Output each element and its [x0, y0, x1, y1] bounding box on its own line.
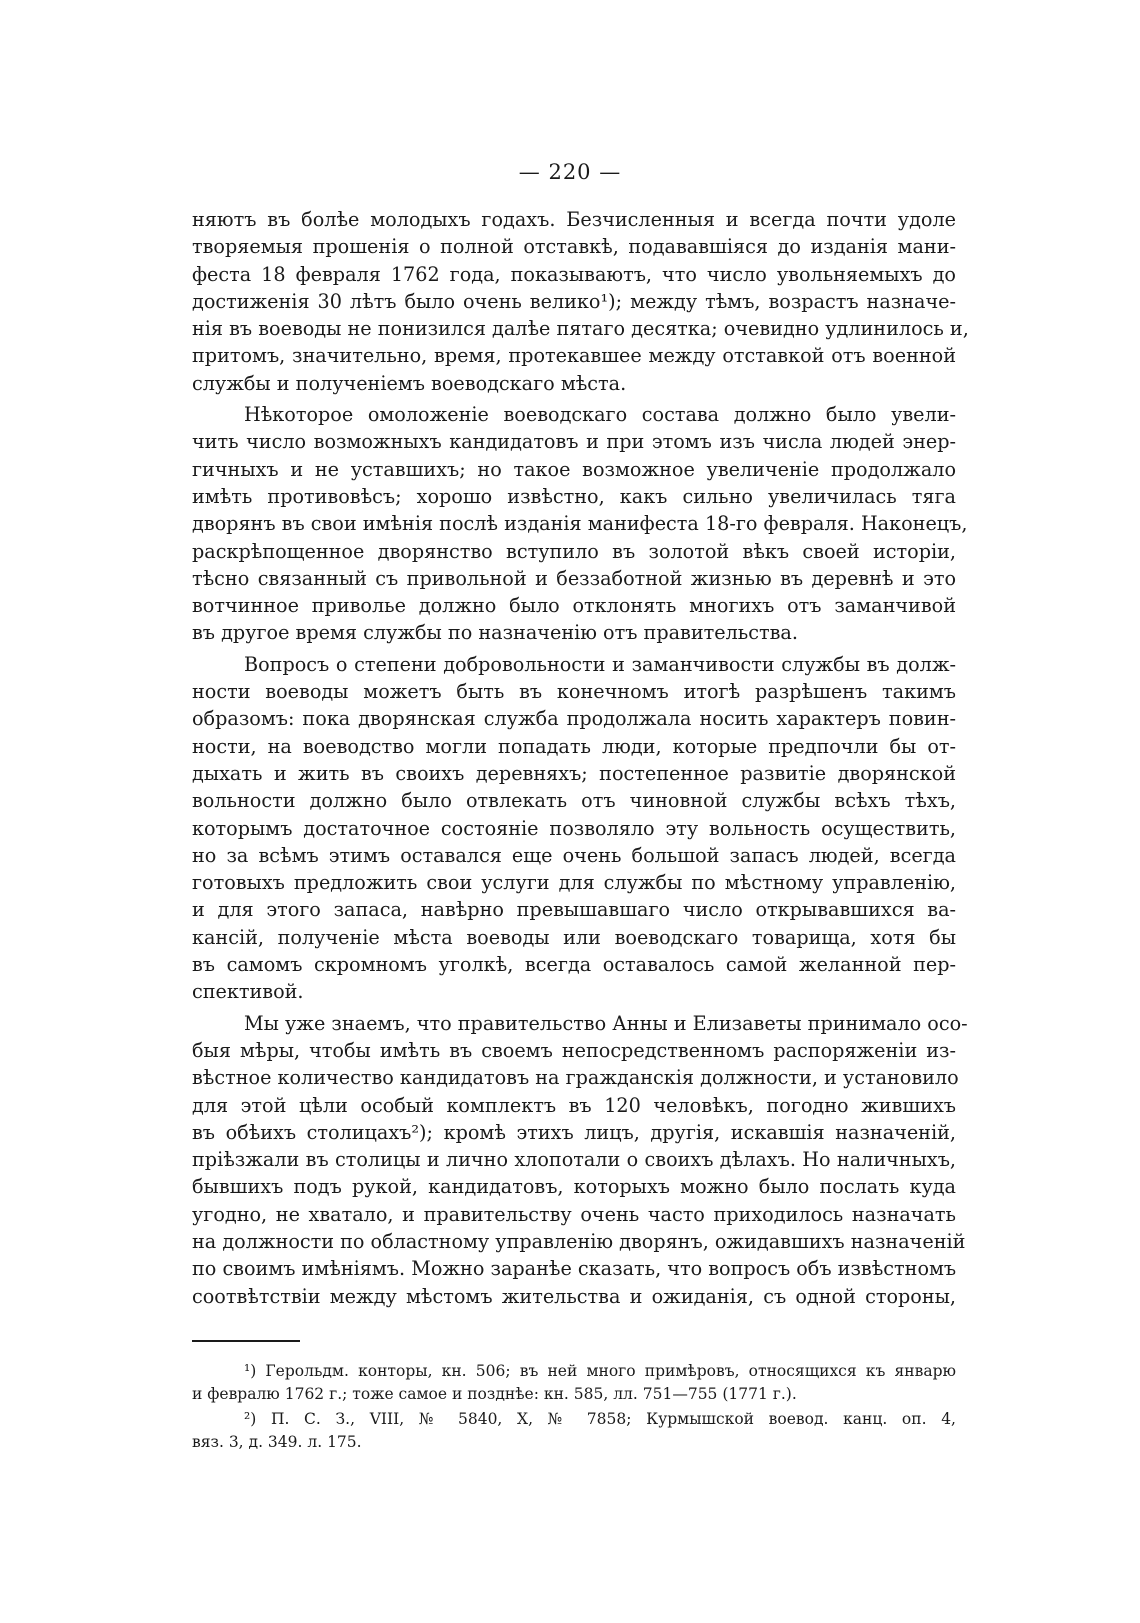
footnote-2 — [192, 1408, 956, 1453]
text-line: вотчинное приволье должно было отклонять многихъ отъ заманчивой — [192, 594, 956, 618]
text-line: въ самомъ скромномъ уголкѣ, всегда оставалось самой желанной пер- — [192, 953, 956, 977]
page-number: — 220 — — [518, 160, 622, 184]
text-line: Нѣкоторое омоложеніе воеводскаго состава должно было увели- — [244, 403, 956, 427]
text-line: гичныхъ и не уставшихъ; но такое возможное увеличеніе продолжало — [192, 457, 956, 481]
footnote-line: и февралю 1762 г.; тоже самое и позднѣе: кн. 585, лл. 751—755 (1771 г.). — [192, 1384, 797, 1403]
text-line: въ обѣихъ столицахъ²); кромѣ этихъ лицъ, другія, искавшія назначеній, — [192, 1120, 956, 1144]
text-line: пріѣзжали въ столицы и лично хлопотали о своихъ дѣлахъ. Но наличныхъ, — [192, 1148, 956, 1172]
text-line: бывшихъ подъ рукой, кандидатовъ, которыхъ можно было послать куда — [192, 1175, 956, 1199]
text-line: достиженія 30 лѣтъ было очень велико¹); между тѣмъ, возрастъ назначе- — [192, 289, 956, 313]
text-line: но за всѣмъ этимъ оставался еще очень большой запасъ людей, всегда — [192, 843, 956, 867]
text-line: раскрѣпощенное дворянство вступило въ золотой вѣкъ своей исторіи, — [192, 539, 956, 563]
text-line: феста 18 февраля 1762 года, показываютъ, что число увольняемыхъ до — [192, 262, 956, 286]
paragraph-1 — [192, 206, 969, 397]
text-line: Мы уже знаемъ, что правительство Анны и Елизаветы принимало осо- — [244, 1011, 968, 1035]
footnote-1 — [192, 1360, 956, 1405]
text-line: дыхать и жить въ своихъ деревняхъ; постепенное развитіе дворянской — [192, 761, 956, 785]
main-text — [192, 206, 969, 1310]
text-line: которымъ достаточное состояніе позволяло эту вольность осуществить, — [192, 816, 956, 840]
footnote-divider — [192, 1340, 300, 1342]
text-line: быя мѣры, чтобы имѣть въ своемъ непосредственномъ распоряженіи из- — [192, 1038, 956, 1062]
text-line: няютъ въ болѣе молодыхъ годахъ. Безчисленныя и всегда почти удоле — [192, 208, 956, 231]
text-line: для этой цѣли особый комплектъ въ 120 человѣкъ, погодно жившихъ — [192, 1093, 956, 1117]
text-line: и для этого запаса, навѣрно превышавшаго число открывавшихся ва- — [192, 898, 956, 922]
text-line: Вопросъ о степени добровольности и заманчивости службы въ долж- — [244, 652, 956, 676]
paragraph-2 — [192, 401, 968, 647]
text-line: кансій, полученіе мѣста воеводы или воеводскаго товарища, хотя бы — [192, 925, 956, 949]
text-line: образомъ: пока дворянская служба продолжала носить характеръ повин- — [192, 707, 956, 731]
text-line: дворянъ въ свои имѣнія послѣ изданія манифеста 18-го февраля. Наконецъ, — [192, 512, 968, 536]
text-line: по своимъ имѣніямъ. Можно заранѣе сказать, что вопросъ объ извѣстномъ — [192, 1257, 957, 1281]
text-line: готовыхъ предложить свои услуги для службы по мѣстному управленію, — [192, 871, 956, 895]
text-line: вольности должно было отвлекать отъ чиновной службы всѣхъ тѣхъ, — [192, 789, 956, 813]
text-line: притомъ, значительно, время, протекавшее между отставкой отъ военной — [192, 344, 956, 368]
text-line: имѣть противовѣсъ; хорошо извѣстно, какъ сильно увеличилась тяга — [192, 484, 956, 508]
paragraph-4 — [192, 1010, 968, 1310]
footnotes — [192, 1360, 956, 1453]
footnote-line: вяз. 3, д. 349. л. 175. — [192, 1432, 362, 1451]
text-line: на должности по областному управленію дворянъ, ожидавшихъ назначеній — [192, 1229, 966, 1253]
footnote-line: ²) П. С. З., VIII, № 5840, X, № 7858; Курмышской воевод. канц. оп. 4, — [244, 1410, 956, 1428]
text-line: чить число возможныхъ кандидатовъ и при этомъ изъ числа людей энер- — [192, 430, 956, 454]
paragraph-3 — [192, 651, 956, 1006]
text-line: нія въ воеводы не понизился далѣе пятаго десятка; очевидно удлинилось и, — [192, 317, 969, 341]
text-line: творяемыя прошенія о полной отставкѣ, подававшіяся до изданія мани- — [192, 235, 956, 259]
text-line: спективой. — [192, 980, 304, 1004]
text-line: угодно, не хватало, и правительству очень часто приходилось назначать — [192, 1202, 956, 1226]
text-line: вѣстное количество кандидатовъ на гражданскія должности, и установило — [192, 1066, 959, 1090]
footnote-line: ¹) Герольдм. конторы, кн. 506; въ ней много примѣровъ, относящихся къ январю — [244, 1362, 956, 1380]
text-line: ности, на воеводство могли попадать люди, которые предпочли бы от- — [192, 734, 956, 758]
text-line: соотвѣтствіи между мѣстомъ жительства и ожиданія, съ одной стороны, — [192, 1284, 956, 1308]
text-line: въ другое время службы по назначенію отъ правительства. — [192, 621, 798, 645]
text-line: ности воеводы можетъ быть въ конечномъ итогѣ разрѣшенъ такимъ — [192, 680, 956, 704]
text-line: службы и полученіемъ воеводскаго мѣста. — [192, 371, 627, 395]
text-line: тѣсно связанный съ привольной и беззаботной жизнью въ деревнѣ и это — [192, 566, 956, 590]
